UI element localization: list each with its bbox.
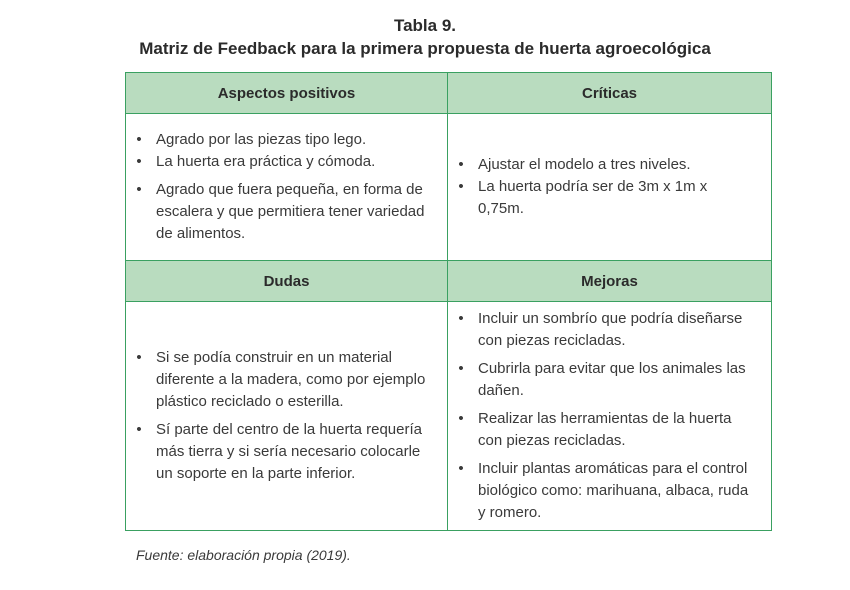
table-title: Matriz de Feedback para la primera propuesta de huerta agroecológica [139, 39, 711, 58]
list-item: • Agrado que fuera pequeña, en forma de escalera y que permitiera tener variedad de alimentos. [156, 179, 433, 245]
list-item: • Ajustar el modelo a tres niveles. [478, 154, 757, 176]
header-doubts: Dudas [126, 261, 448, 302]
bullet-icon: • [136, 181, 142, 198]
bullet-icon: • [136, 349, 142, 366]
bullet-icon: • [458, 156, 464, 173]
doubts-cell [126, 302, 448, 531]
list-item: • Realizar las herramientas de la huerta con piezas recicladas. [478, 408, 757, 452]
bullet-icon: • [458, 178, 464, 195]
list-item: • Si se podía construir en un material diferente a la madera, como por ejemplo plástico reciclado o esterilla. [156, 347, 433, 413]
critiques-list [448, 154, 771, 220]
bullet-icon: • [458, 310, 464, 327]
critiques-cell [448, 114, 772, 261]
list-item: • Agrado por las piezas tipo lego. [156, 129, 433, 151]
bullet-icon: • [458, 460, 464, 477]
table-number: Tabla 9. [393, 16, 457, 35]
header-row-top [126, 73, 772, 114]
bullet-icon: • [136, 421, 142, 438]
header-improvements: Mejoras [448, 261, 772, 302]
bullet-icon: • [136, 131, 142, 148]
header-row-bottom [126, 261, 772, 302]
list-item: • La huerta podría ser de 3m x 1m x 0,75m. [478, 176, 757, 220]
improvements-cell [448, 302, 772, 531]
source-note: Fuente: elaboración propia (2019). [136, 547, 351, 563]
list-item: • Cubrirla para evitar que los animales las dañen. [478, 358, 757, 402]
positive-aspects-list [126, 129, 447, 245]
bullet-icon: • [458, 360, 464, 377]
bullet-icon: • [458, 410, 464, 427]
table-caption [0, 15, 850, 61]
feedback-matrix-table [125, 72, 772, 531]
content-row-bottom [126, 302, 772, 531]
list-item: • La huerta era práctica y cómoda. [156, 151, 433, 173]
bullet-icon: • [136, 153, 142, 170]
content-row-top [126, 114, 772, 261]
list-item: • Sí parte del centro de la huerta requería más tierra y si sería necesario colocarle un soporte en la parte inferior. [156, 419, 433, 485]
header-positive-aspects: Aspectos positivos [126, 73, 448, 114]
improvements-list [448, 308, 771, 524]
list-item: • Incluir un sombrío que podría diseñarse con piezas recicladas. [478, 308, 757, 352]
positive-aspects-cell [126, 114, 448, 261]
header-critiques: Críticas [448, 73, 772, 114]
doubts-list [126, 347, 447, 485]
list-item: • Incluir plantas aromáticas para el control biológico como: marihuana, albaca, ruda y romero. [478, 458, 757, 524]
